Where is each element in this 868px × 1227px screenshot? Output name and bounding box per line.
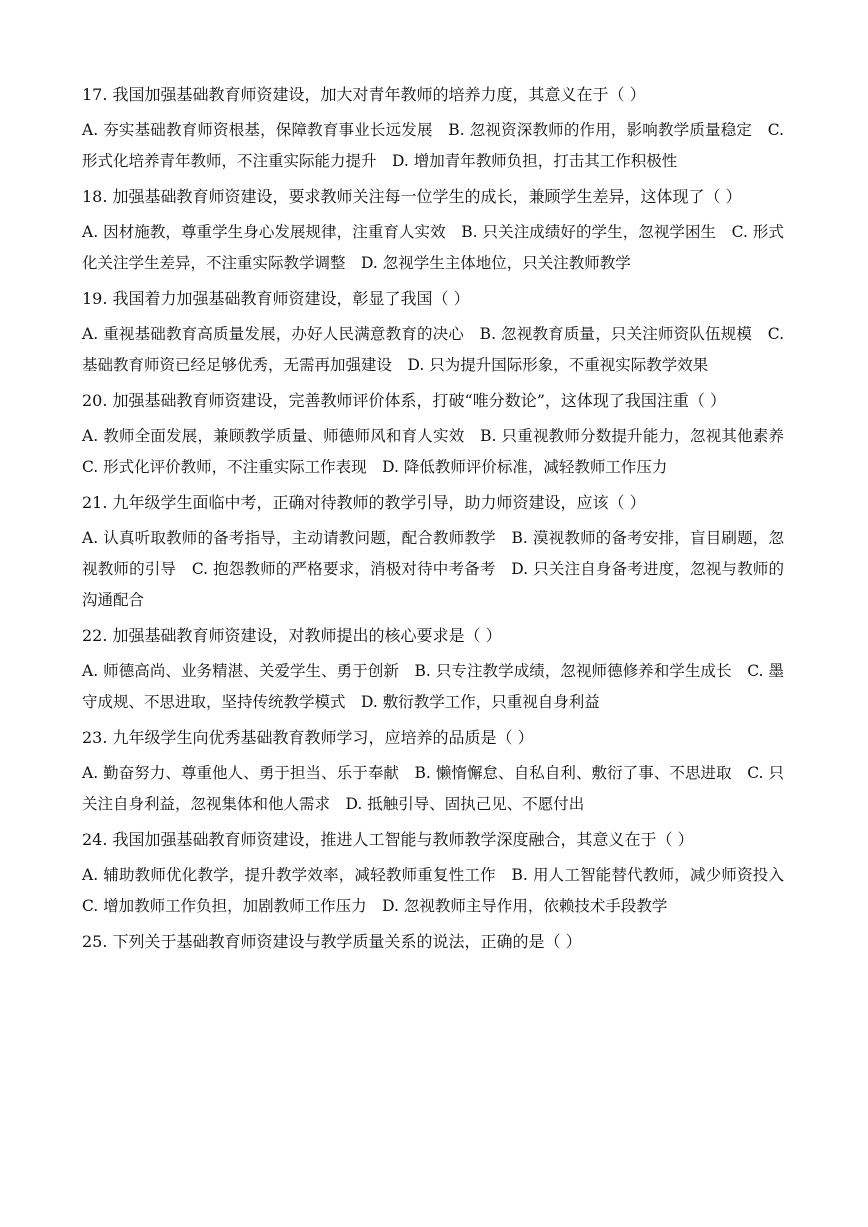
question-stem: 22. 加强基础教育师资建设，对教师提出的核心要求是（ ） [82, 626, 502, 645]
question-stem: 20. 加强基础教育师资建设，完善教师评价体系，打破“唯分数论”，这体现了我国注重（ ） [82, 391, 726, 410]
question-stem: 25. 下列关于基础教育师资建设与教学质量关系的说法，正确的是（ ） [82, 932, 582, 951]
question-options: A. 重视基础教育高质量发展，办好人民满意教育的决心 B. 忽视教育质量，只关注师资队伍规模 C. 基础教育师资已经足够优秀，无需再加强建设 D. 只为提升国际形象，不重视实际教学效果 [82, 325, 784, 374]
question-options: A. 因材施教，尊重学生身心发展规律，注重育人实效 B. 只关注成绩好的学生，忽视学困生 C. 形式化关注学生差异，不注重实际教学调整 D. 忽视学生主体地位，只关注教师教学 [82, 223, 784, 272]
question-options: A. 师德高尚、业务精湛、关爱学生、勇于创新 B. 只专注教学成绩，忽视师德修养和学生成长 C. 墨守成规、不思进取，坚持传统教学模式 D. 敷衍教学工作，只重视自身利益 [82, 662, 784, 711]
question-stem: 23. 九年级学生向优秀基础教育教师学习，应培养的品质是（ ） [82, 728, 534, 747]
question-options: A. 夯实基础教育师资根基，保障教育事业长远发展 B. 忽视资深教师的作用，影响教学质量稳定 C. 形式化培养青年教师，不注重实际能力提升 D. 增加青年教师负担，打击其工作积极性 [82, 121, 784, 170]
question-stem: 24. 我国加强基础教育师资建设，推进人工智能与教师教学深度融合，其意义在于（ ） [82, 830, 694, 849]
question-stem: 17. 我国加强基础教育师资建设，加大对青年教师的培养力度，其意义在于（ ） [82, 85, 646, 104]
question-stem: 21. 九年级学生面临中考，正确对待教师的教学引导，助力师资建设，应该（ ） [82, 493, 646, 512]
question-options: A. 辅助教师优化教学，提升教学效率，减轻教师重复性工作 B. 用人工智能替代教师，减少师资投入 C. 增加教师工作负担，加剧教师工作压力 D. 忽视教师主导作用，依赖技术手段教学 [82, 866, 800, 915]
question-stem: 19. 我国着力加强基础教育师资建设，彰显了我国（ ） [82, 289, 470, 308]
question-stem: 18. 加强基础教育师资建设，要求教师关注每一位学生的成长，兼顾学生差异，这体现了（ ） [82, 187, 742, 206]
question-options: A. 认真听取教师的备考指导，主动请教问题，配合教师教学 B. 漠视教师的备考安排，盲目刷题，忽视教师的引导 C. 抱怨教师的严格要求，消极对待中考备考 D. 只关注自身备考进度，忽视与教师的沟通配合 [82, 529, 784, 609]
document-page [82, 80, 800, 962]
question-options: A. 教师全面发展，兼顾教学质量、师德师风和育人实效 B. 只重视教师分数提升能力，忽视其他素养 C. 形式化评价教师，不注重实际工作表现 D. 降低教师评价标准，减轻教师工作压力 [82, 427, 800, 476]
question-options: A. 勤奋努力、尊重他人、勇于担当、乐于奉献 B. 懒惰懈怠、自私自利、敷衍了事、不思进取 C. 只关注自身利益，忽视集体和他人需求 D. 抵触引导、固执己见、不愿付出 [82, 764, 784, 813]
